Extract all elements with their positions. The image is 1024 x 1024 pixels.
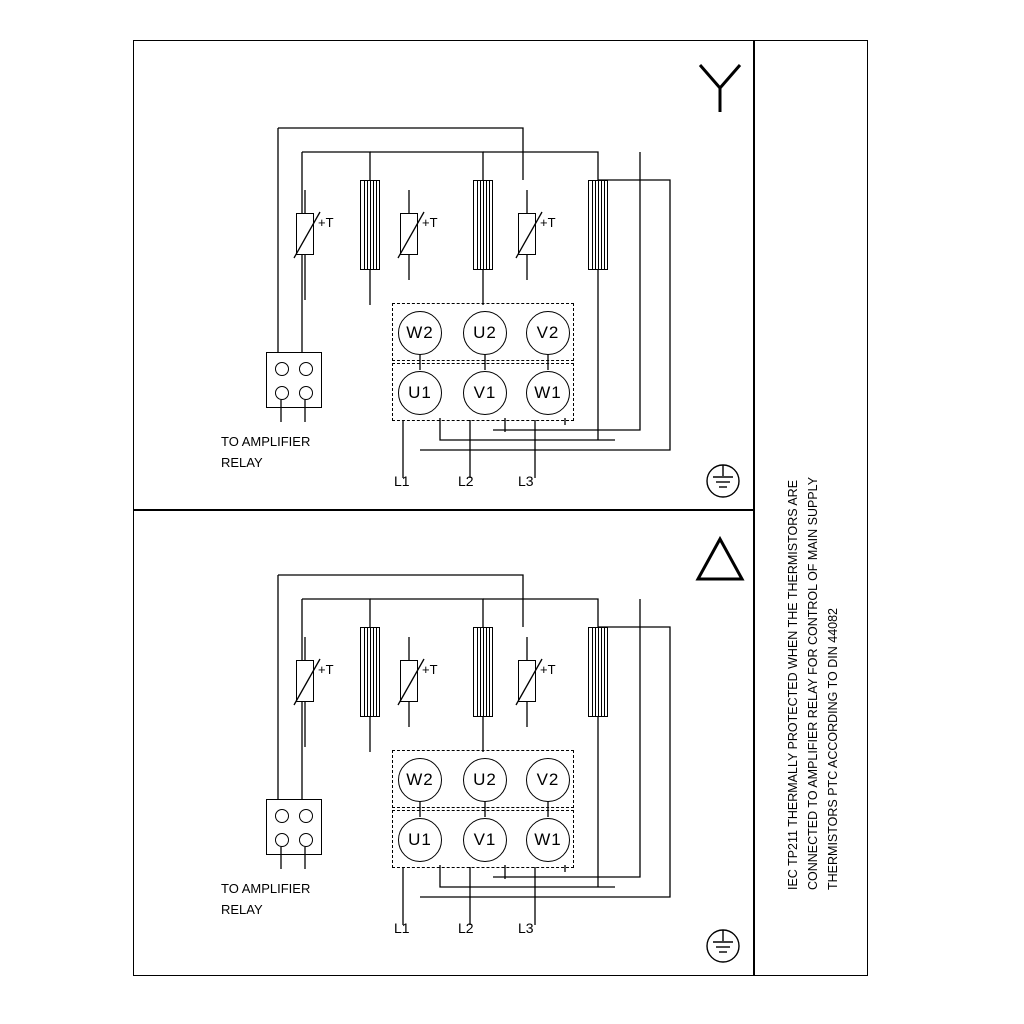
- phase-label-l3-2: L3: [518, 920, 534, 936]
- winding-coil-5: [473, 627, 493, 717]
- terminal-v1[interactable]: V1: [463, 371, 507, 415]
- terminal-v2-2[interactable]: V2: [526, 758, 570, 802]
- phase-label-l1-2: L1: [394, 920, 410, 936]
- phase-label-l2: L2: [458, 473, 474, 489]
- thermistor-label-2: +T: [422, 215, 438, 230]
- connector-dot-6: [299, 809, 313, 823]
- winding-coil-6: [588, 627, 608, 717]
- terminal-w2[interactable]: W2: [398, 311, 442, 355]
- amplifier-label-line-1-2: TO AMPLIFIER: [221, 881, 311, 896]
- terminal-u1-2[interactable]: U1: [398, 818, 442, 862]
- terminal-w1-2[interactable]: W1: [526, 818, 570, 862]
- phase-label-l3: L3: [518, 473, 534, 489]
- thermistor-label-5: +T: [422, 662, 438, 677]
- connector-dot-5: [275, 809, 289, 823]
- thermistor-label-1: +T: [318, 215, 334, 230]
- amplifier-label-line-2-2: RELAY: [221, 902, 263, 917]
- note-line-2: CONNECTED TO AMPLIFIER RELAY FOR CONTROL OF MAIN SUPPLY: [806, 476, 820, 890]
- terminal-w2-2[interactable]: W2: [398, 758, 442, 802]
- amplifier-label-line-1: TO AMPLIFIER: [221, 434, 311, 449]
- connector-leads-2: [266, 839, 326, 873]
- winding-coil-4: [360, 627, 380, 717]
- phase-label-l1: L1: [394, 473, 410, 489]
- thermistor-label-4: +T: [318, 662, 334, 677]
- terminal-u2-2[interactable]: U2: [463, 758, 507, 802]
- terminal-u1[interactable]: U1: [398, 371, 442, 415]
- note-line-3: THERMISTORS PTC ACCORDING TO DIN 44082: [826, 607, 840, 890]
- terminal-v2[interactable]: V2: [526, 311, 570, 355]
- terminal-w1[interactable]: W1: [526, 371, 570, 415]
- thermistor-label-3: +T: [540, 215, 556, 230]
- terminal-v1-2[interactable]: V1: [463, 818, 507, 862]
- terminal-u2[interactable]: U2: [463, 311, 507, 355]
- thermistor-label-6: +T: [540, 662, 556, 677]
- amplifier-label-line-2: RELAY: [221, 455, 263, 470]
- note-line-1: IEC TP211 THERMALLY PROTECTED WHEN THE THERMISTORS ARE: [786, 479, 800, 890]
- phase-label-l2-2: L2: [458, 920, 474, 936]
